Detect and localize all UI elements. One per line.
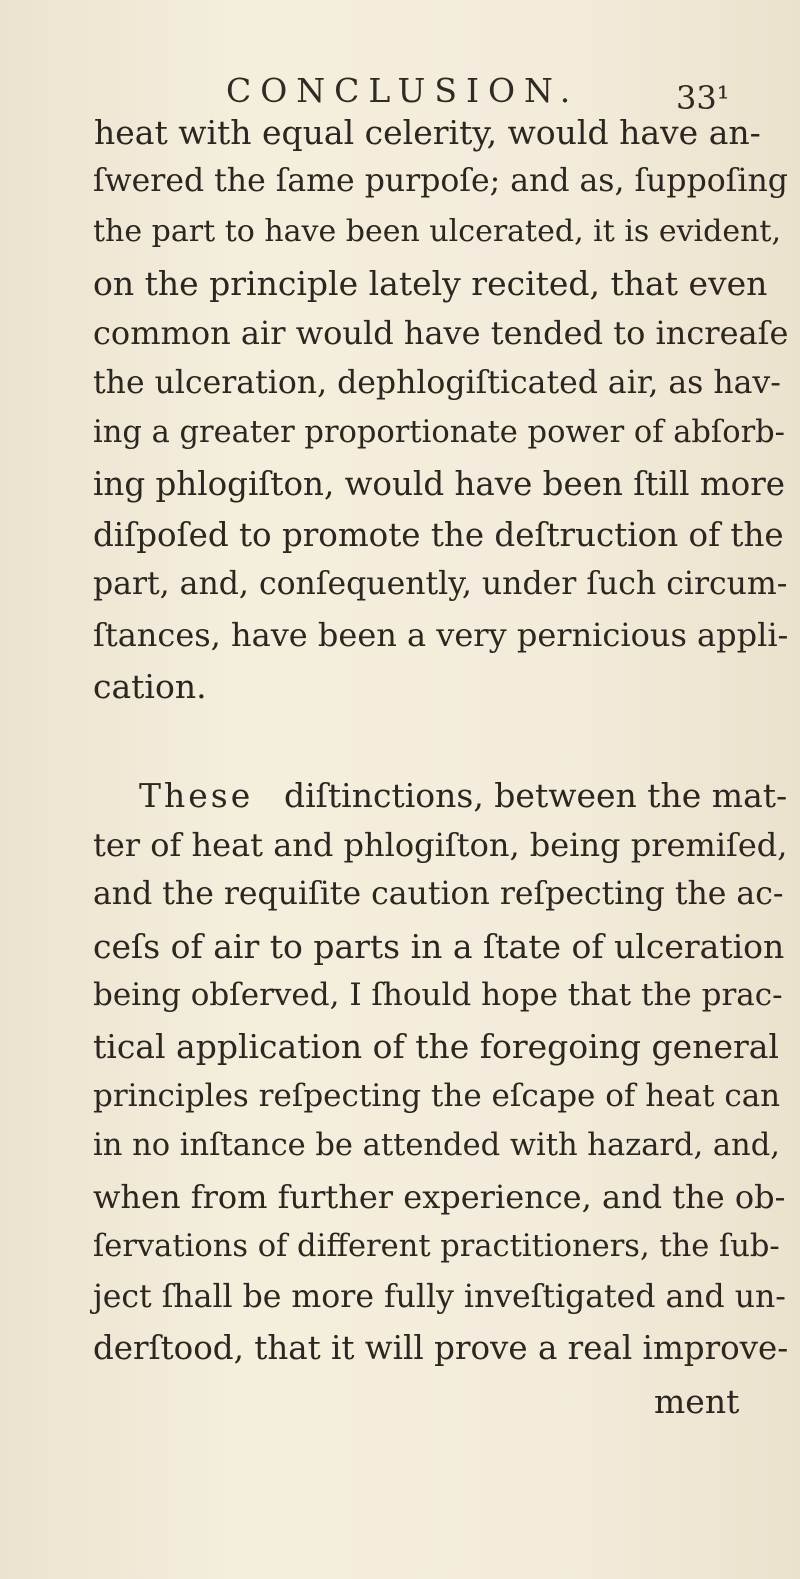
text-line: tical application of the foregoing general bbox=[93, 1027, 779, 1066]
text-line: on the principle lately recited, that even bbox=[93, 264, 768, 303]
text-line: cation. bbox=[93, 667, 207, 706]
text-line: the ulceration, dephlogiſticated air, as hav- bbox=[93, 365, 781, 401]
text-line: being obſerved, I ſhould hope that the prac- bbox=[93, 977, 783, 1013]
text-line: common air would have tended to increaſe bbox=[93, 314, 789, 352]
text-line: ceſs of air to parts in a ſtate of ulceration bbox=[93, 927, 785, 966]
text-line: ſervations of different practitioners, the ſub- bbox=[93, 1229, 780, 1264]
page-number: 33¹ bbox=[676, 79, 730, 117]
text-line: ſwered the ſame purpoſe; and as, ſuppoſing bbox=[93, 163, 788, 199]
paragraph-lead-word: These bbox=[139, 776, 254, 815]
text-line: ing a greater proportionate power of abſorb- bbox=[93, 415, 785, 450]
text-line: derſtood, that it will prove a real improve- bbox=[93, 1329, 789, 1367]
text-line: in no inſtance be attended with hazard, and, bbox=[93, 1128, 780, 1163]
text-line: ter of heat and phlogiſton, being premiſed, bbox=[93, 826, 788, 864]
text-line: heat with equal celerity, would have an- bbox=[94, 113, 761, 152]
text-line: the part to have been ulcerated, it is evident, bbox=[93, 214, 782, 249]
catchword: ment bbox=[654, 1382, 740, 1421]
text-line: principles reſpecting the eſcape of heat can bbox=[93, 1078, 781, 1114]
text-line: and the requiſite caution reſpecting the ac- bbox=[93, 876, 784, 912]
text-line: part, and, conſequently, under ſuch circum- bbox=[93, 566, 788, 602]
text-line: when from further experience, and the ob- bbox=[93, 1178, 786, 1216]
text-line: ſtances, have been a very pernicious appli- bbox=[93, 616, 789, 654]
running-head: CONCLUSION. bbox=[226, 71, 580, 110]
text-line: diſtinctions, between the mat- bbox=[284, 776, 788, 815]
text-line: ing phlogiſton, would have been ſtill more bbox=[93, 465, 785, 503]
text-line: ject ſhall be more fully inveſtigated and un- bbox=[93, 1279, 786, 1315]
text-line: diſpoſed to promote the deſtruction of the bbox=[93, 516, 784, 554]
